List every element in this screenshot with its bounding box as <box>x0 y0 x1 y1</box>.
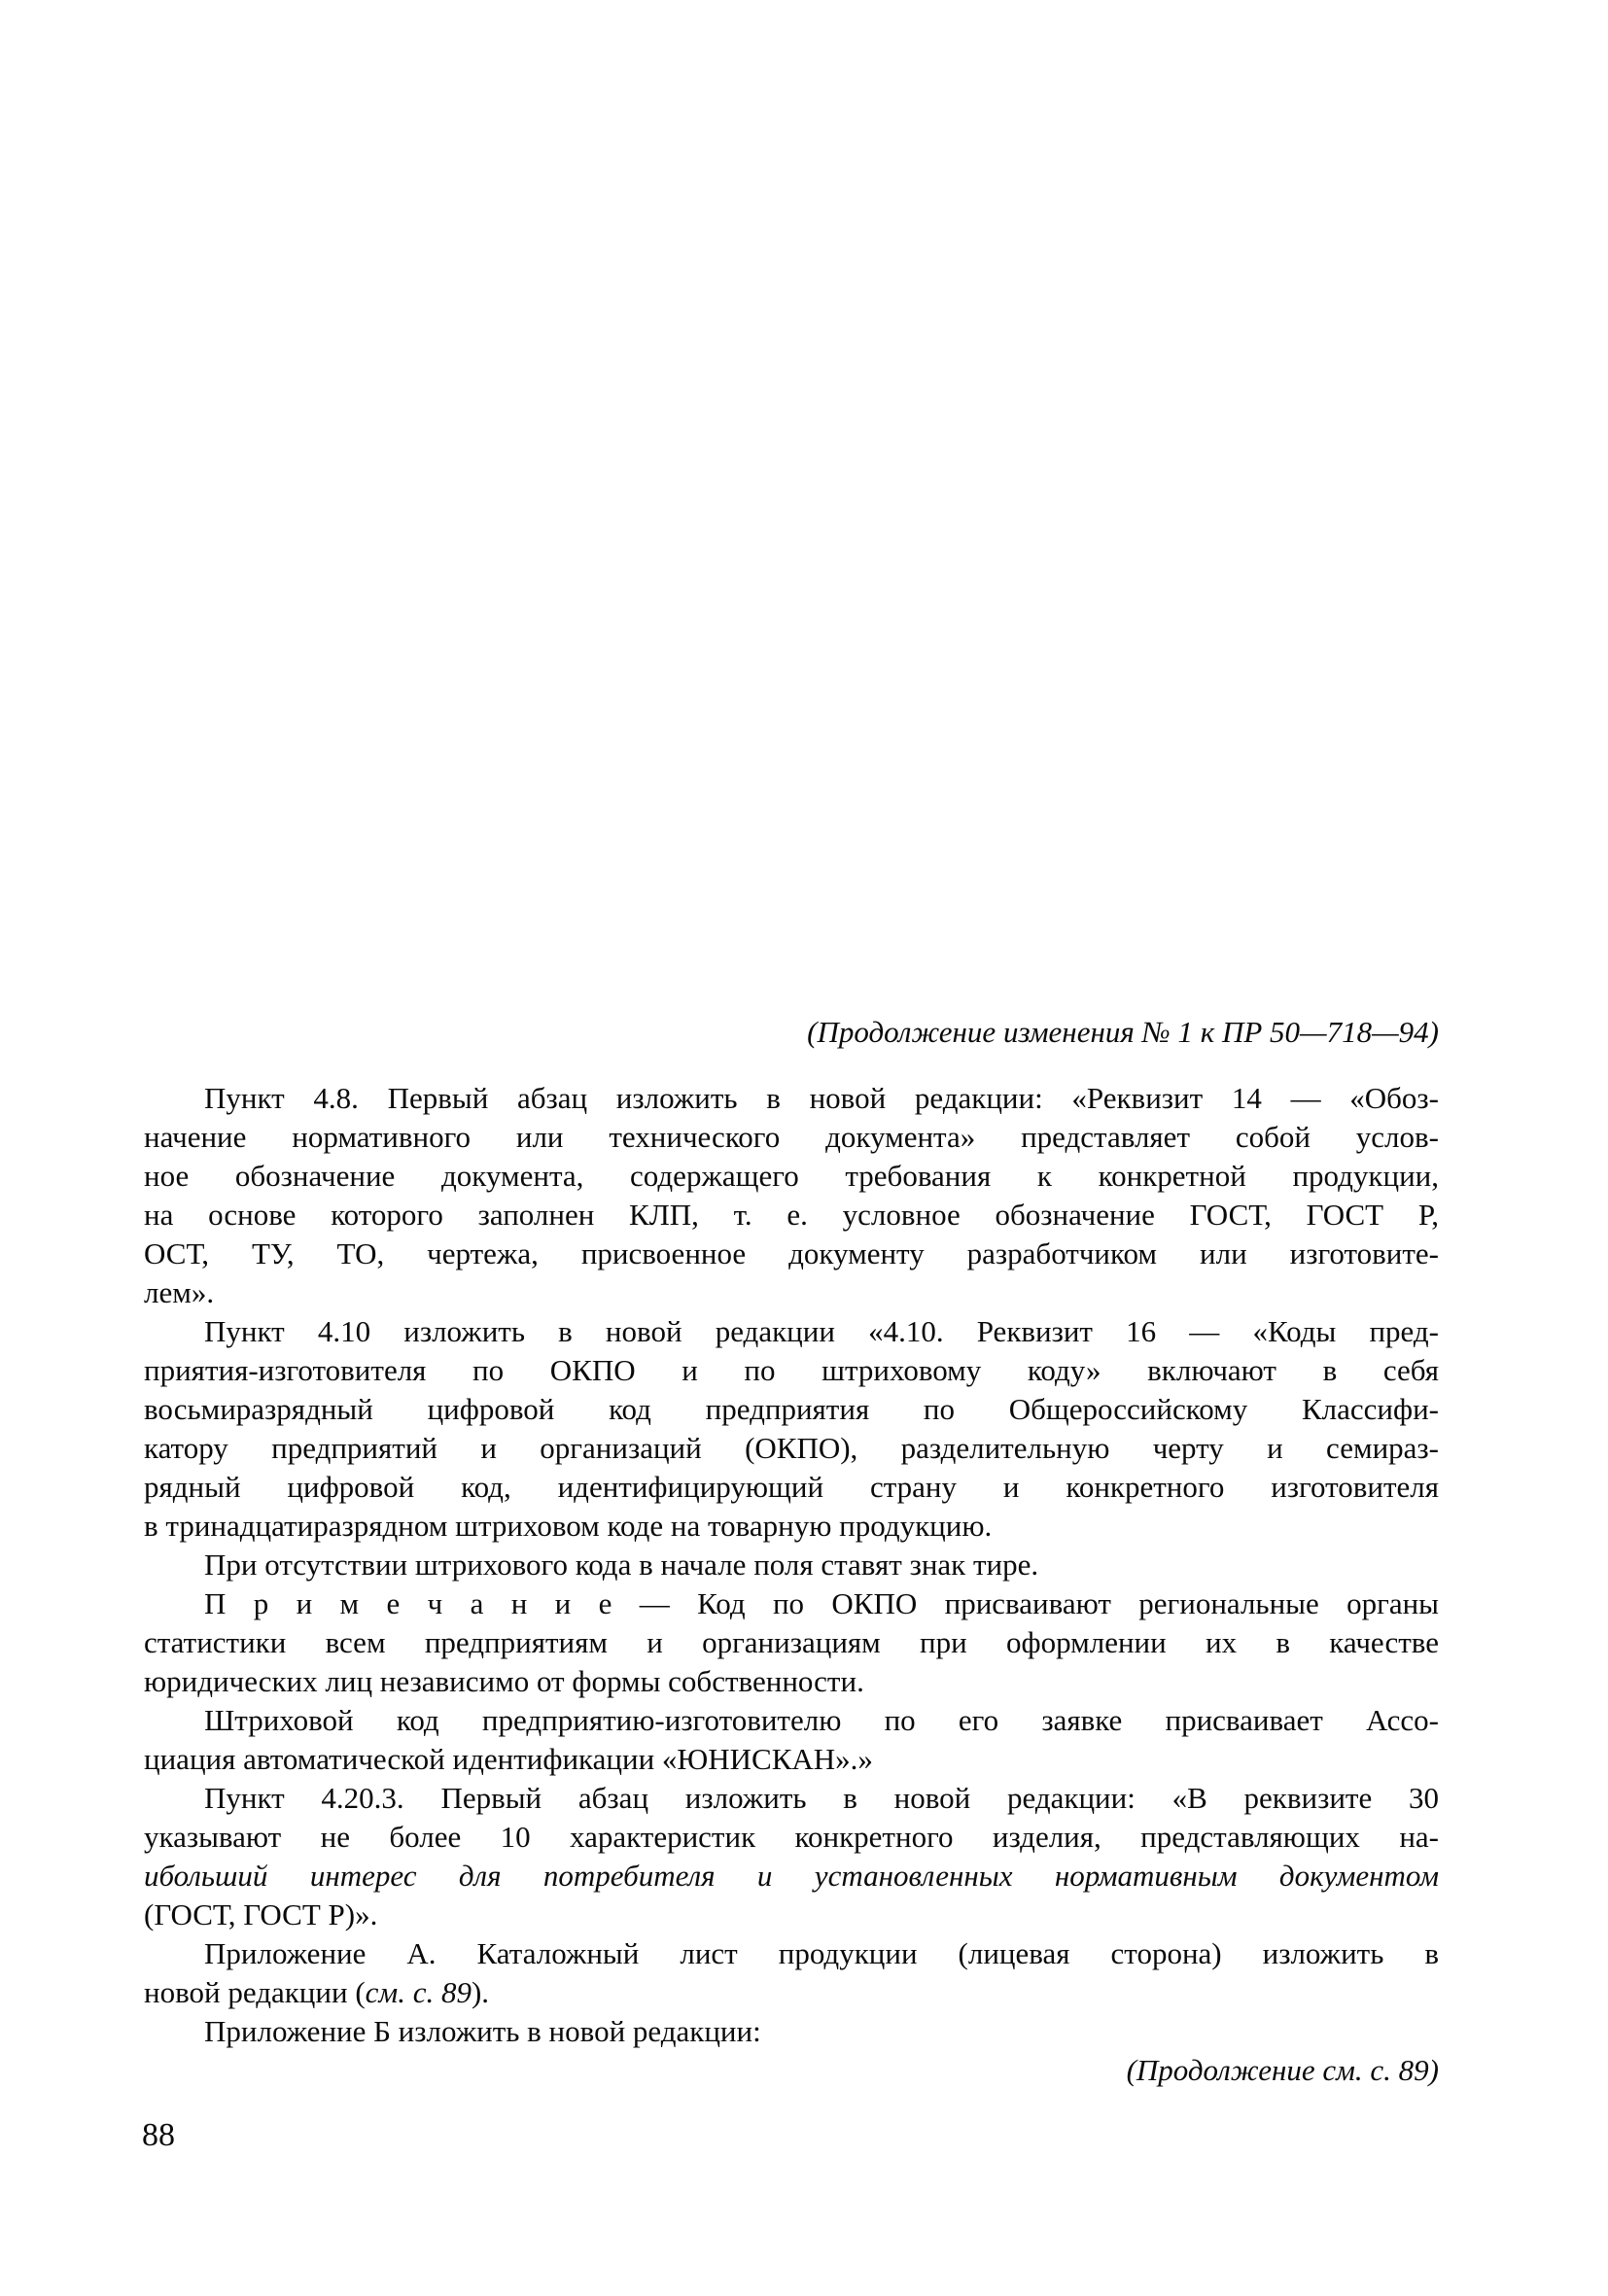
text-line: в тринадцатиразрядном штриховом коде на товарную продукцию. <box>144 1509 993 1543</box>
text-line: Пункт 4.20.3. Первый абзац изложить в новой редакции: «В реквизите 30 <box>204 1781 1439 1815</box>
text-line: восьмиразрядный цифровой код предприятия по Общероссийскому Классифи- <box>144 1392 1439 1426</box>
text-line: приятия-изготовителя по ОКПО и по штриховому коду» включают в себя <box>144 1353 1439 1387</box>
text-segment: новой редакции ( <box>144 1975 366 2009</box>
page-number: 88 <box>142 2117 175 2153</box>
text-line: ное обозначение документа, содержащего требования к конкретной продукции, <box>144 1159 1439 1193</box>
note-line: П р и м е ч а н и е — Код по ОКПО присваивают региональные органы <box>204 1586 1439 1620</box>
page-reference: см. с. 89 <box>365 1975 472 2009</box>
text-line: Приложение Б изложить в новой редакции: <box>204 2014 761 2048</box>
text-line: на основе которого заполнен КЛП, т. е. условное обозначение ГОСТ, ГОСТ Р, <box>144 1198 1439 1232</box>
text-line: (ГОСТ, ГОСТ Р)». <box>144 1897 378 1931</box>
continuation-footer-note: (Продолжение см. с. 89) <box>1126 2053 1439 2087</box>
text-line: катору предприятий и организаций (ОКПО), разделительную черту и семираз- <box>144 1431 1439 1465</box>
note-line: статистики всем предприятиям и организациям при оформлении их в качестве <box>144 1625 1439 1659</box>
text-line-italic: ибольший интерес для потребителя и установленных нормативным документом <box>144 1859 1439 1893</box>
text-line: Пункт 4.10 изложить в новой редакции «4.10. Реквизит 16 — «Коды пред- <box>204 1314 1439 1348</box>
text-line: лем». <box>144 1275 215 1309</box>
continuation-header-note: (Продолжение изменения № 1 к ПР 50—718—94) <box>807 1015 1439 1049</box>
note-line: юридических лиц независимо от формы собственности. <box>144 1664 864 1698</box>
text-line: При отсутствии штрихового кода в начале поля ставят знак тире. <box>204 1548 1039 1582</box>
text-line: циация автоматической идентификации «ЮНИСКАН».» <box>144 1742 873 1776</box>
text-segment: ). <box>471 1975 490 2009</box>
text-line: Приложение А. Каталожный лист продукции (лицевая сторона) изложить в <box>204 1936 1439 1970</box>
text-line: ОСТ, ТУ, ТО, чертежа, присвоенное документу разработчиком или изготовите- <box>144 1236 1439 1270</box>
text-line: начение нормативного или технического документа» представляет собой услов- <box>144 1120 1439 1154</box>
body-text <box>144 1079 1439 2090</box>
text-line: указывают не более 10 характеристик конкретного изделия, представляющих на- <box>144 1820 1439 1854</box>
text-column <box>144 1013 1439 2090</box>
text-line: Штриховой код предприятию-изготовителю по его заявке присваивает Ассо- <box>204 1703 1439 1737</box>
text-line: рядный цифровой код, идентифицирующий страну и конкретного изготовителя <box>144 1470 1439 1504</box>
text-line: Пункт 4.8. Первый абзац изложить в новой редакции: «Реквизит 14 — «Обоз- <box>204 1081 1439 1115</box>
text-line-mixed <box>144 1973 1439 2012</box>
